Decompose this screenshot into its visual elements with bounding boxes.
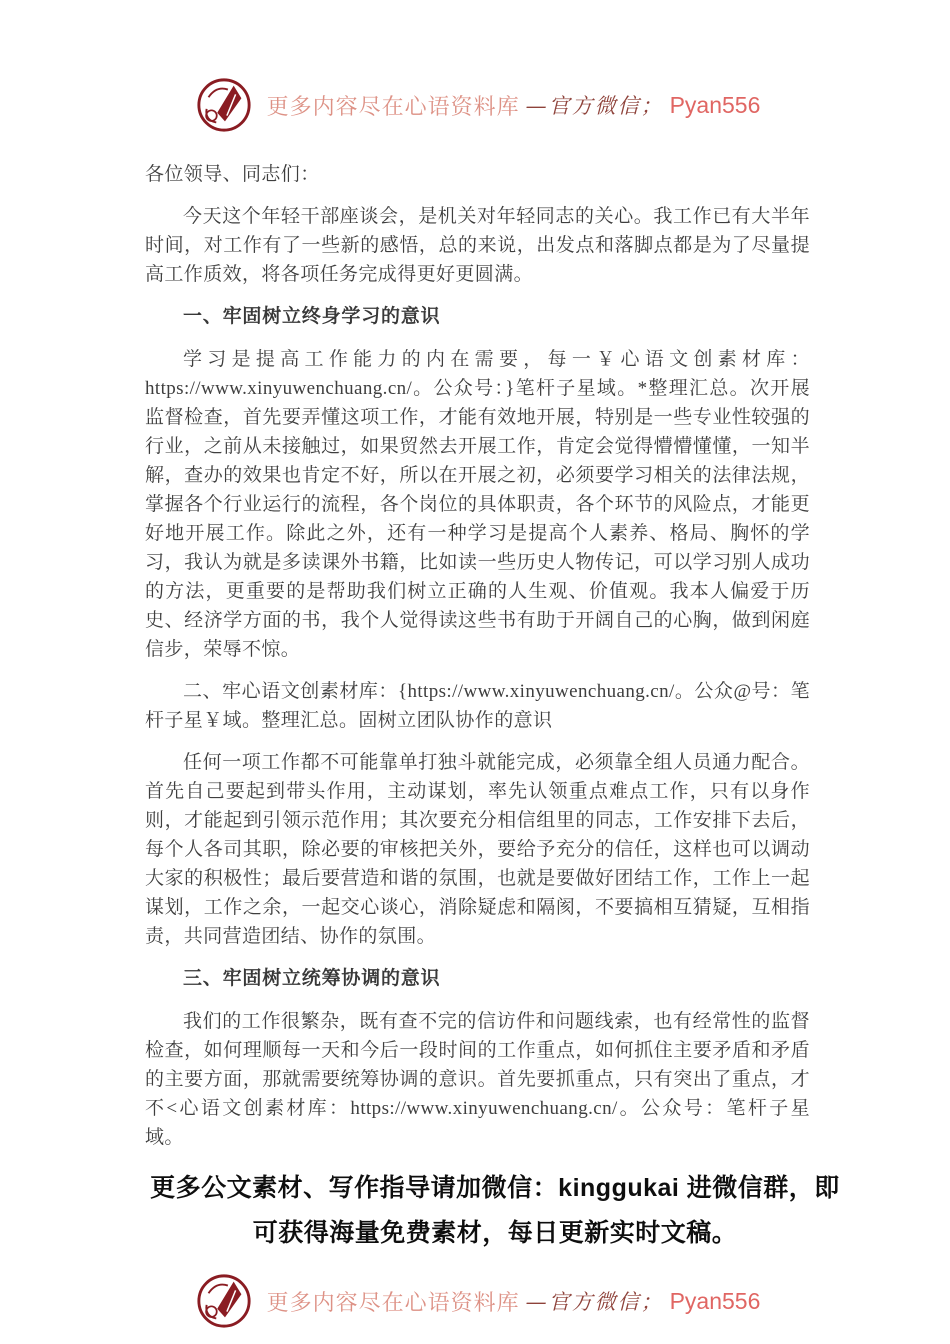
paragraph-section-2-title: 二、牢心语文创素材库：{https://www.xinyuwenchuang.cn/。公众@号：笔杆子星￥域。整理汇总。固树立团队协作的意识 [145, 681, 810, 731]
footer-brand [145, 1272, 810, 1330]
brand-text: 更多内容尽在心语资料库 [266, 93, 520, 119]
paragraph-intro: 今天这个年轻干部座谈会，是机关对年轻同志的关心。我工作已有大半年时间，对工作有了一些新的感悟，总的来说，出发点和落脚点都是为了尽量提高工作质效，将各项任务完成得更好更圆满。 [145, 206, 810, 285]
document-body [145, 160, 810, 1152]
brand-text: 更多内容尽在心语资料库 [266, 1289, 520, 1315]
brand-wechat-label: —官方微信； [525, 94, 664, 118]
section-heading-3: 三、牢固树立统筹协调的意识 [183, 968, 441, 989]
promo-banner: 更多公文素材、写作指导请加微信：kinggukai 进微信群，即可获得海量免费素材，每日更新实时文稿。 [150, 1174, 840, 1247]
header-brand [145, 76, 810, 134]
section-heading-1: 一、牢固树立终身学习的意识 [183, 306, 441, 327]
paragraph-section-1: 学习是提高工作能力的内在需要，每一￥心语文创素材库：https://www.xinyuwenchuang.cn/。公众号：}笔杆子星域。*整理汇总。次开展监督检查，首先要弄懂这项工作，才能有效地开展，特别是一些专业性较强的行业，之前从未接触过，如果贸然去开展工作，肯定会觉得懵懵懂懂，一知半解，查办的效果也肯定不好，所以在开展之初，必须要学习相关的法律法规，掌握各个行业运行的流程，各个岗位的具体职责，各个环节的风险点，才能更好地开展工作。除此之外，还有一种学习是提高个人素养、格局、胸怀的学习，我认为就是多读课外书籍，比如读一些历史人物传记，可以学习别人成功的方法，更重要的是帮助我们树立正确的人生观、价值观。我本人偏爱于历史、经济学方面的书，我个人觉得读这些书有助于开阔自己的心胸，做到闲庭信步，荣辱不惊。 [145, 349, 810, 660]
pen-nib-circle-icon [195, 1272, 253, 1330]
paragraph-section-3: 我们的工作很繁杂，既有查不完的信访件和问题线索，也有经常性的监督检查，如何理顺每一天和今后一段时间的工作重点，如何抓住主要矛盾和矛盾的主要方面，那就需要统筹协调的意识。首先要抓重点，只有突出了重点，才不<心语文创素材库：https://www.xinyuwenchuang.cn/。公众号：笔杆子星域。 [145, 1011, 810, 1148]
salutation: 各位领导、同志们： [145, 164, 320, 185]
brand-wechat-id: Pyan556 [669, 91, 761, 118]
pen-nib-circle-icon [195, 76, 253, 134]
brand-wechat-label: —官方微信； [525, 1290, 664, 1314]
paragraph-section-2: 任何一项工作都不可能靠单打独斗就能完成，必须靠全组人员通力配合。首先自己要起到带头作用，主动谋划，率先认领重点难点工作，只有以身作则，才能起到引领示范作用；其次要充分相信组里的同志，工作安排下去后，每个人各司其职，除必要的审核把关外，要给予充分的信任，这样也可以调动大家的积极性；最后要营造和谐的氛围，也就是要做好团结工作，工作上一起谋划，工作之余，一起交心谈心，消除疑虑和隔阂，不要搞相互猜疑，互相指责，共同营造团结、协作的氛围。 [145, 752, 810, 947]
brand-wechat-id: Pyan556 [669, 1287, 761, 1314]
